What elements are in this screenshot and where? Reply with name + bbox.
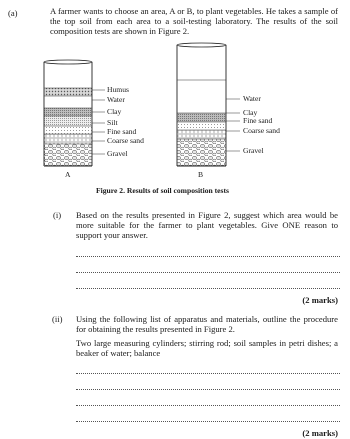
cylinder-b-label-coarse-sand: Coarse sand — [243, 126, 280, 135]
part-ii-label: (ii) — [52, 314, 63, 324]
cylinder-a-coarse-sand-layer — [45, 134, 92, 144]
part-i-text: Based on the results presented in Figure 2, suggest which area would be more suitable for the farmer to plant vegetables. Give ONE reason to support your answer. — [76, 210, 338, 241]
part-ii-answer-line-1[interactable] — [76, 373, 340, 374]
cylinder-a-label-humus: Humus — [107, 85, 129, 94]
cylinder-b-clay-layer — [178, 113, 226, 122]
cylinder-a — [44, 60, 105, 166]
cylinder-b-gravel-layer — [178, 139, 226, 166]
cylinder-b-water-layer — [178, 80, 226, 113]
cylinder-b-fine-sand-layer — [178, 122, 226, 130]
part-i-answer-line-3[interactable] — [76, 288, 340, 289]
cylinder-a-label-silt: Silt — [107, 118, 118, 127]
cylinder-a-label-coarse-sand: Coarse sand — [107, 136, 144, 145]
cylinder-a-label-water: Water — [107, 95, 125, 104]
part-ii-materials: Two large measuring cylinders; stirring rod; soil samples in petri dishes; a beaker of water; balance — [76, 338, 338, 359]
cylinder-a-gravel-layer — [45, 144, 92, 166]
part-i-marks: (2 marks) — [302, 295, 338, 305]
cylinder-a-id: A — [65, 170, 71, 179]
cylinder-a-silt-layer — [45, 116, 92, 126]
cylinder-b-label-gravel: Gravel — [243, 146, 264, 155]
part-ii-answer-line-4[interactable] — [76, 421, 340, 422]
figure-caption: Figure 2. Results of soil composition tests — [96, 186, 229, 195]
cylinder-a-clay-layer — [45, 108, 92, 116]
cylinder-b — [177, 43, 240, 166]
part-i-answer-line-1[interactable] — [76, 256, 340, 257]
cylinder-b-id: B — [198, 170, 204, 179]
cylinder-b-label-clay: Clay — [243, 108, 258, 117]
cylinder-a-label-fine-sand: Fine sand — [107, 127, 137, 136]
part-ii-answer-line-2[interactable] — [76, 389, 340, 390]
cylinder-b-label-fine-sand: Fine sand — [243, 116, 273, 125]
cylinder-a-fine-sand-layer — [45, 126, 92, 134]
part-ii-text: Using the following list of apparatus and materials, outline the procedure for obtaining the results presented in Figure 2. — [76, 314, 338, 335]
part-ii-answer-line-3[interactable] — [76, 405, 340, 406]
cylinder-b-coarse-sand-layer — [178, 130, 226, 139]
cylinder-a-water-layer — [45, 96, 92, 108]
cylinder-a-label-gravel: Gravel — [107, 149, 128, 158]
cylinder-a-label-clay: Clay — [107, 107, 122, 116]
question-intro: A farmer wants to choose an area, A or B, to plant vegetables. He takes a sample of the top soil from each area to a soil-testing laboratory. The results of the soil composition tests are shown in Figure 2. — [50, 6, 338, 37]
question-label: (a) — [8, 8, 18, 18]
cylinder-a-humus-layer — [45, 88, 92, 96]
part-i-answer-line-2[interactable] — [76, 272, 340, 273]
cylinder-b-label-water: Water — [243, 94, 261, 103]
part-ii-marks: (2 marks) — [302, 428, 338, 438]
part-i-label: (i) — [53, 210, 62, 220]
